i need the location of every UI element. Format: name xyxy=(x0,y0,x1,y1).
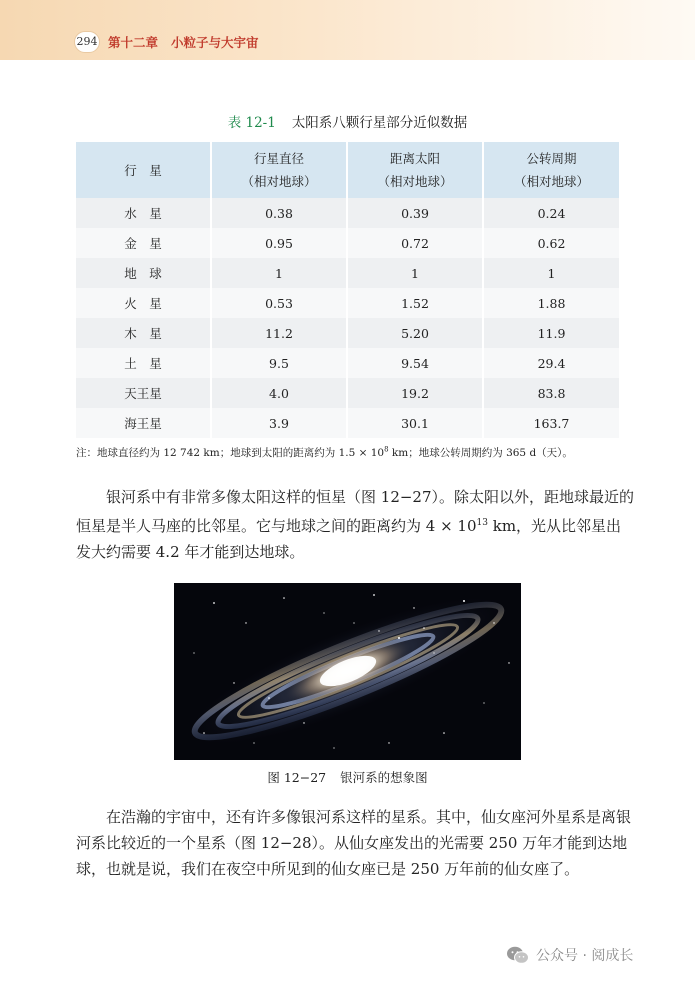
table-caption-number: 表 12-1 xyxy=(227,115,276,131)
header-band xyxy=(0,0,695,60)
table-row xyxy=(76,318,619,348)
paragraph-andromeda: 在浩瀚的宇宙中，还有许多像银河系这样的星系。其中，仙女座河外星系是离银河系比较近的一个星系（图 12−28）。从仙女座发出的光需要 250 万年才能到达地球，也就是说，我们在夜空中所见到的仙女座已是 250 万年前的仙女座了。 xyxy=(76,808,632,878)
table-caption-title: 太阳系八颗行星部分近似数据 xyxy=(291,115,468,131)
table-note: 注：地球直径约为 12 742 km；地球到太阳的距离约为 $1.5 \times 10^8$ km；地球公转周期约为 365 d（天）。 xyxy=(76,445,573,459)
column-header-diameter: 行星直径 （相对地球） xyxy=(211,142,347,198)
table-body xyxy=(76,198,619,438)
wechat-icon xyxy=(506,945,530,965)
page-number: 294 xyxy=(74,31,100,53)
table-row xyxy=(76,258,619,288)
table-row xyxy=(76,198,619,228)
table-cell-distance: 19.2 xyxy=(347,378,483,408)
column-header-distance: 距离太阳 （相对地球） xyxy=(347,142,483,198)
table-cell-diameter: 4.0 xyxy=(211,378,347,408)
table-row xyxy=(76,228,619,258)
table-cell-diameter: 1 xyxy=(211,258,347,288)
table-header-row xyxy=(76,142,619,198)
table-row xyxy=(76,378,619,408)
table-cell-diameter: 9.5 xyxy=(211,348,347,378)
table-cell-planet: 水 星 xyxy=(76,198,211,228)
table-cell-distance: 0.39 xyxy=(347,198,483,228)
planet-data-table xyxy=(76,142,619,438)
table-cell-period: 83.8 xyxy=(483,378,619,408)
table-cell-planet: 海王星 xyxy=(76,408,211,438)
table-cell-diameter: 0.53 xyxy=(211,288,347,318)
table-cell-period: 0.62 xyxy=(483,228,619,258)
figure-caption xyxy=(0,768,695,786)
table-row xyxy=(76,348,619,378)
table-cell-period: 1.88 xyxy=(483,288,619,318)
table-cell-diameter: 11.2 xyxy=(211,318,347,348)
table-cell-period: 29.4 xyxy=(483,348,619,378)
table-row xyxy=(76,408,619,438)
column-header-planet: 行 星 xyxy=(76,142,211,198)
table-caption xyxy=(0,111,695,131)
table-cell-distance: 0.72 xyxy=(347,228,483,258)
table-cell-period: 0.24 xyxy=(483,198,619,228)
galaxy-illustration xyxy=(174,583,521,760)
table-cell-diameter: 3.9 xyxy=(211,408,347,438)
table-cell-planet: 金 星 xyxy=(76,228,211,258)
table-cell-distance: 5.20 xyxy=(347,318,483,348)
table-cell-planet: 木 星 xyxy=(76,318,211,348)
table-cell-distance: 1 xyxy=(347,258,483,288)
table-row xyxy=(76,288,619,318)
table-cell-period: 11.9 xyxy=(483,318,619,348)
figure-title: 银河系的想象图 xyxy=(340,770,428,785)
table-cell-diameter: 0.38 xyxy=(211,198,347,228)
table-cell-distance: 9.54 xyxy=(347,348,483,378)
column-header-period: 公转周期 （相对地球） xyxy=(483,142,619,198)
paragraph-milky-way: 银河系中有非常多像太阳这样的恒星（图 12−27）。除太阳以外，距地球最近的恒星是半人马座的比邻星。它与地球之间的距离约为 $4 \times 10^{13}$ km，光从比邻星出发大约需要 4.2 年才能到达地球。 xyxy=(76,488,635,561)
table-cell-distance: 1.52 xyxy=(347,288,483,318)
figure-number: 图 12−27 xyxy=(267,770,327,785)
table-cell-period: 1 xyxy=(483,258,619,288)
table-cell-period: 163.7 xyxy=(483,408,619,438)
table-cell-distance: 30.1 xyxy=(347,408,483,438)
watermark-text: 公众号 · 阅成长 xyxy=(536,948,634,964)
chapter-title: 第十二章 小粒子与大宇宙 xyxy=(108,35,259,50)
milky-way-image xyxy=(174,583,521,760)
table-cell-planet: 地 球 xyxy=(76,258,211,288)
table-cell-planet: 火 星 xyxy=(76,288,211,318)
table-cell-diameter: 0.95 xyxy=(211,228,347,258)
table-cell-planet: 土 星 xyxy=(76,348,211,378)
watermark xyxy=(506,944,633,966)
table-cell-planet: 天王星 xyxy=(76,378,211,408)
